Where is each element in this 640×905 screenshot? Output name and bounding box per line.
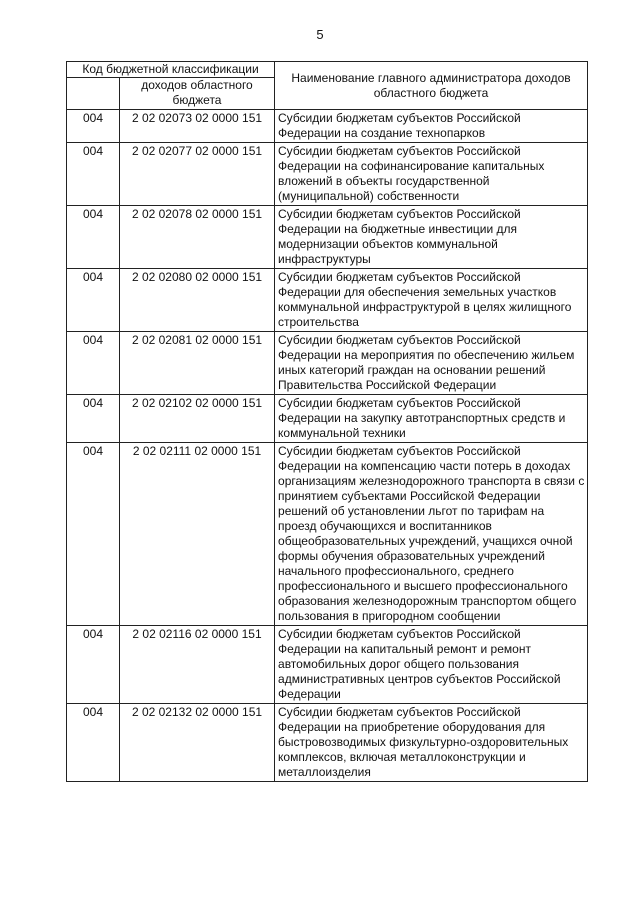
- table-row: [67, 206, 588, 269]
- admin-code-cell: 004: [67, 269, 120, 332]
- budget-classification-table: [66, 61, 588, 782]
- table-row: [67, 143, 588, 206]
- income-name-cell: Субсидии бюджетам субъектов Российской Федерации на бюджетные инвестиции для модернизации объектов коммунальной инфраструктуры: [275, 206, 588, 269]
- income-code-cell: 2 02 02078 02 0000 151: [120, 206, 275, 269]
- admin-code-cell: 004: [67, 395, 120, 443]
- admin-code-cell: 004: [67, 626, 120, 704]
- income-code-cell: 2 02 02080 02 0000 151: [120, 269, 275, 332]
- classification-header: Код бюджетной классификации: [67, 62, 275, 78]
- income-code-cell: 2 02 02073 02 0000 151: [120, 110, 275, 143]
- admin-code-cell: 004: [67, 704, 120, 782]
- income-code-cell: 2 02 02102 02 0000 151: [120, 395, 275, 443]
- table-row: [67, 395, 588, 443]
- administrator-name-header: Наименование главного администратора доходов областного бюджета: [275, 62, 588, 110]
- income-code-cell: 2 02 02081 02 0000 151: [120, 332, 275, 395]
- table-row: [67, 626, 588, 704]
- admin-code-cell: 004: [67, 443, 120, 626]
- table-row: [67, 704, 588, 782]
- income-name-cell: Субсидии бюджетам субъектов Российской Федерации на закупку автотранспортных средств и коммунальной техники: [275, 395, 588, 443]
- table-row: [67, 443, 588, 626]
- income-name-cell: Субсидии бюджетам субъектов Российской Федерации на софинансирование капитальных вложений в объекты государственной (муниципальной) собственности: [275, 143, 588, 206]
- income-name-cell: Субсидии бюджетам субъектов Российской Федерации для обеспечения земельных участков коммунальной инфраструктурой в целях жилищного строительства: [275, 269, 588, 332]
- income-code-cell: 2 02 02132 02 0000 151: [120, 704, 275, 782]
- income-code-header: доходов областного бюджета: [120, 78, 275, 110]
- admin-code-header: [67, 78, 120, 110]
- admin-code-cell: 004: [67, 206, 120, 269]
- income-code-cell: 2 02 02077 02 0000 151: [120, 143, 275, 206]
- table-row: [67, 110, 588, 143]
- admin-code-cell: 004: [67, 143, 120, 206]
- table-header-row: [67, 62, 588, 78]
- income-name-cell: Субсидии бюджетам субъектов Российской Федерации на приобретение оборудования для быстровозводимых физкультурно-оздоровительных комплексов, включая металлоконструкции и металлоизделия: [275, 704, 588, 782]
- income-code-cell: 2 02 02116 02 0000 151: [120, 626, 275, 704]
- income-name-cell: Субсидии бюджетам субъектов Российской Федерации на капитальный ремонт и ремонт автомобильных дорог общего пользования административных центров субъектов Российской Федерации: [275, 626, 588, 704]
- admin-code-cell: 004: [67, 110, 120, 143]
- income-code-cell: 2 02 02111 02 0000 151: [120, 443, 275, 626]
- table-row: [67, 269, 588, 332]
- income-name-cell: Субсидии бюджетам субъектов Российской Федерации на создание технопарков: [275, 110, 588, 143]
- table-row: [67, 332, 588, 395]
- admin-code-cell: 004: [67, 332, 120, 395]
- page-number: 5: [316, 27, 324, 42]
- income-name-cell: Субсидии бюджетам субъектов Российской Федерации на компенсацию части потерь в доходах организациям железнодорожного транспорта в связи с принятием субъектами Российской Федерации решений об установлении льгот по тарифам на проезд обучающихся и воспитанников общеобразовательных учреждений, учащихся очной формы обучения образовательных учреждений начального профессионального, среднего профессионального и высшего профессионального образования железнодорожным транспортом общего пользования в пригородном сообщении: [275, 443, 588, 626]
- income-name-cell: Субсидии бюджетам субъектов Российской Федерации на мероприятия по обеспечению жильем иных категорий граждан на основании решений Правительства Российской Федерации: [275, 332, 588, 395]
